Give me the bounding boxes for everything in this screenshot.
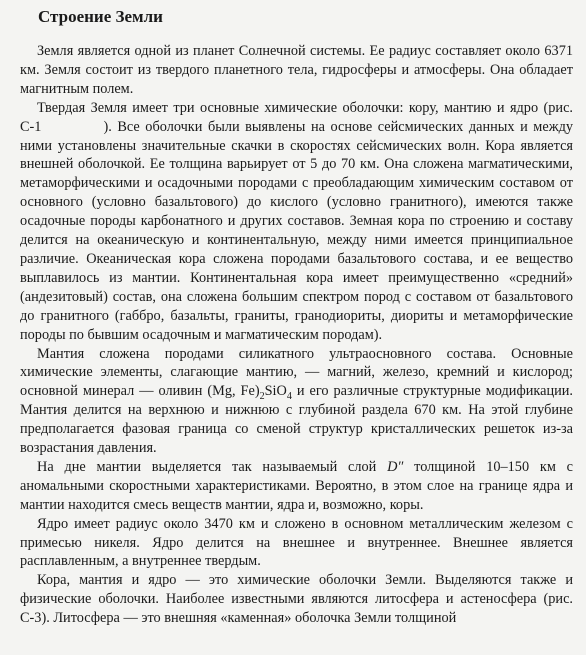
paragraph-text: Кора, мантия и ядро — это химические оболочки Земли. Выделяются также и физические оболочки. Наиболее известными являются литосфера и астеносфера (рис. С-3). Литосфера — это внешняя «каменная» оболочка Земли толщиной: [20, 572, 573, 627]
paragraph-chemical-shells: [20, 99, 573, 345]
paragraph-text: Земля является одной из планет Солнечной системы. Ее радиус составляет около 6371 км. Земля состоит из твердого планетного тела, гидросферы и атмосферы. Она обладает магнитным полем.: [20, 43, 573, 97]
paragraph-core: [20, 515, 573, 572]
paragraph-text: и его различные структурные модификации. Мантия делится на верхнюю и нижнюю с глубиной раздела 670 км. На этой глубине предполагается фазовая граница со сменой структур кристаллических решеток из-за возрастания давления.: [20, 383, 573, 457]
paragraph-text: ). Все оболочки были выявлены на основе сейсмических данных и между ними установлены значительные скачки в скоростях сейсмических волн. Кора является внешней оболочкой. Ее толщина варьирует от 5 до 70 км. Она сложена магматическими, метаморфическими и осадочными породами с преобладающим химическим составом от основного (условно базальтового) до кислого (условно гранитного), имеются также осадочные породы карбонатного и других составов. Земная кора по строению и составу делится на океаническую и континентальную, между ними имеется принципиальное различие. Океаническая кора сложена породами базальтового состава, и ее вещество выплавилось из мантии. Континентальная кора имеет преимущественно «средний» (андезитовый) состав, она сложена большим спектром пород с составом от базальтового до гранитного (габбро, базальты, граниты, гранодиориты, диориты и метаморфические породы по бывшим осадочным и магматическим породам).: [20, 118, 573, 343]
paragraph-mantle: [20, 345, 573, 458]
paragraph-d-layer: [20, 458, 573, 515]
paragraph-earth-intro: [20, 42, 573, 99]
paragraph-text: толщиной 10–150 км с аномальными скоростными характеристиками. Вероятно, в этом слое на границе ядра и мантии находится смесь веществ мантии, ядра и, возможно, коры.: [20, 458, 573, 513]
paragraph-text: На дне мантии выделяется так называемый слой: [37, 458, 388, 475]
formula-subscript: 2: [259, 391, 265, 403]
paragraph-physical-shells: [20, 571, 573, 628]
paragraph-text: Твердая Земля имеет три основные химические оболочки: кору, мантию и ядро (рис. С-1: [20, 99, 573, 135]
formula-text: SiO: [264, 383, 287, 400]
paragraph-text: Ядро имеет радиус около 3470 км и сложено в основном металлическим железом с примесью никеля. Ядро делится на внешнее и внутреннее. Внешнее является расплавленным, а внутреннее твердым.: [20, 515, 573, 570]
formula-subscript: 4: [286, 391, 292, 403]
paragraph-text: Мантия сложена породами силикатного ультраосновного состава. Основные химические элементы, слагающие мантию, — магний, железо, кремний и кислород; основной минерал — оливин (Mg, Fe): [20, 345, 573, 400]
layer-symbol: D″: [387, 458, 404, 475]
page-title: Строение Земли: [38, 7, 163, 26]
